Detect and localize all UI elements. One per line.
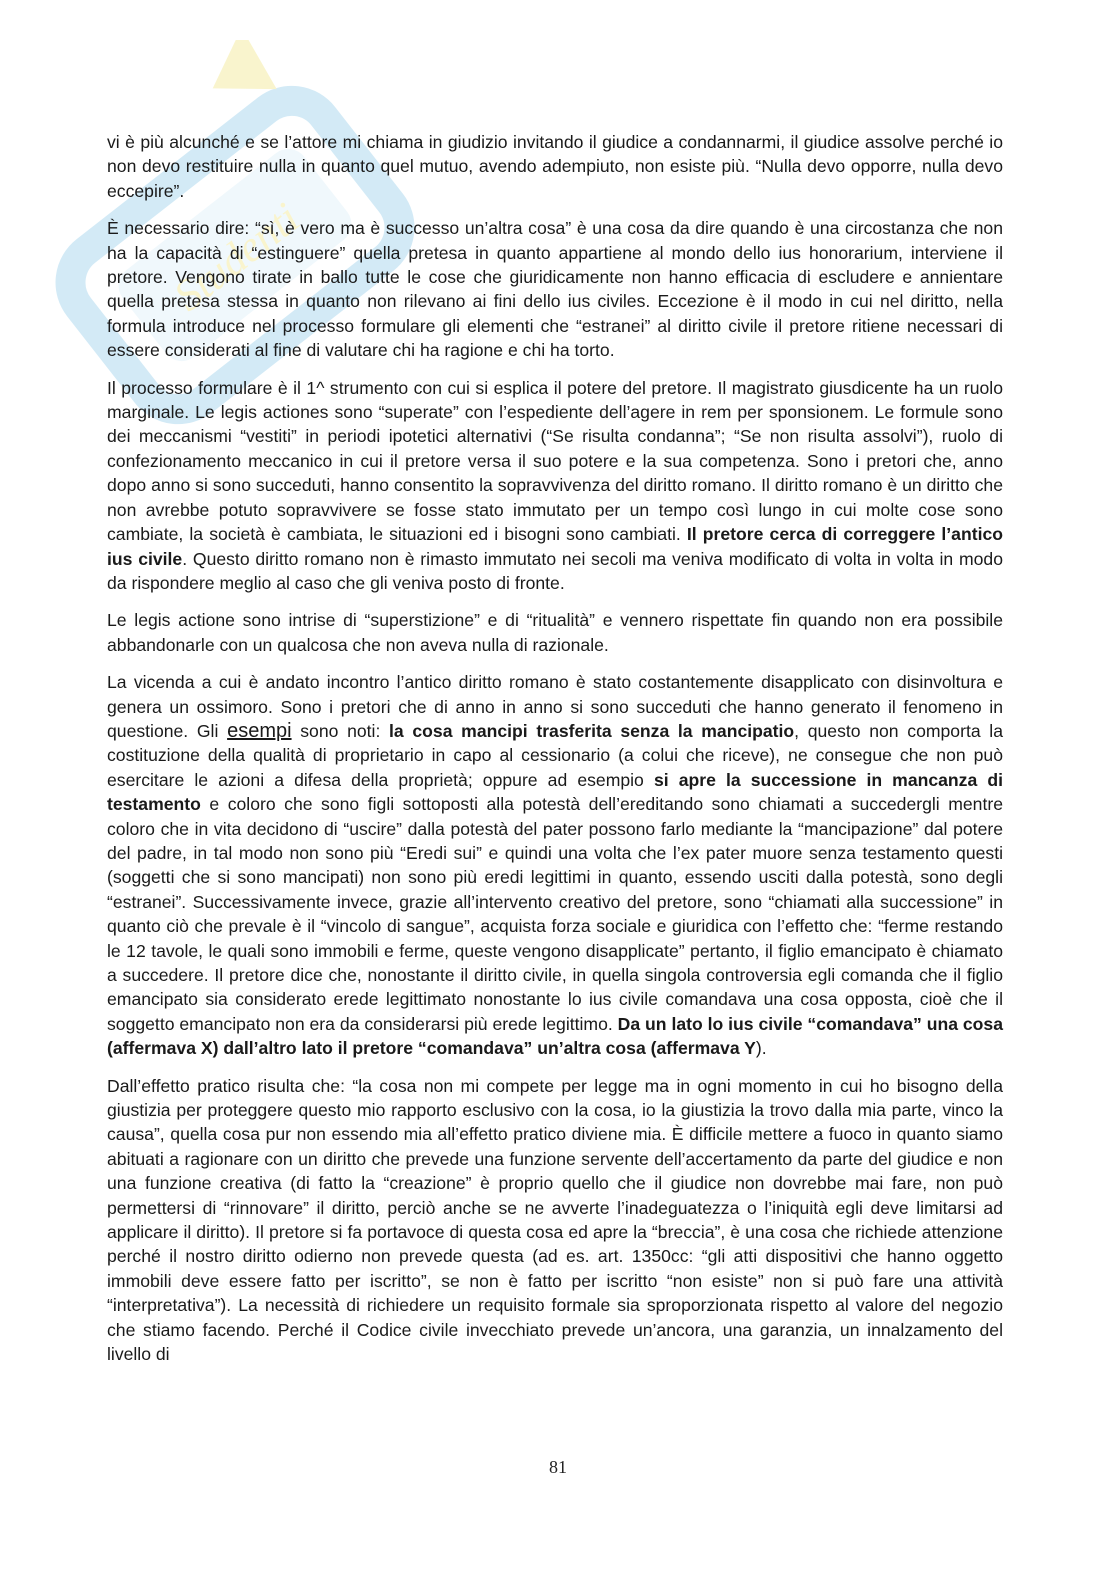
paragraph (107, 608, 1003, 657)
paragraph (107, 376, 1003, 596)
page-number: 81 (549, 1457, 567, 1477)
bold-text: Da un lato lo ius civile “comandava” una cosa (affermava X) dall’altro lato il pretore “comandava” un’altra cosa (affermava Y (107, 1013, 1003, 1059)
bold-text: si apre la successione in mancanza di testamento (107, 769, 1003, 815)
text-run: È necessario dire: “sì, è vero ma è successo un’altra cosa” è una cosa da dire quando è una circostanza che non ha la capacità di “estinguere” quella pretesa in quanto appartiene al mondo dello ius honorarium, interviene il pretore. Vengono tirate in ballo tutte le cose che giuridicamente non hanno efficacia di escludere e annientare quella pretesa stessa in quanto non rilevano ai fini dello ius civiles. Eccezione è il modo in cui nel diritto, nella formula introduce nel processo formulare gli elementi che “estranei” al diritto civile il pretore ritiene necessari di essere considerati al fine di valutare chi ha ragione e chi ha torto. (107, 218, 1003, 361)
bold-text: la cosa mancipi trasferita senza la mancipatio (389, 720, 795, 741)
text-run: sono noti: (291, 720, 390, 741)
watermark-text: Studenti (164, 193, 309, 321)
paragraph (107, 1074, 1003, 1367)
text-run: Il processo formulare è il 1^ strumento con cui si esplica il potere del pretore. Il magistrato giusdicente ha un ruolo marginale. Le legis actiones sono “superate” con l’espediente dell’agere in rem per sponsionem. Le formule sono dei meccanismi “vestiti” in periodi ipotetici alternativi (“Se risulta condanna”; “Se non risulta assolvi”), ruolo di confezionamento meccanico in cui il pretore versa il suo potere e la sua competenza. Sono i pretori che, anno dopo anno si sono succeduti, hanno consentito la sopravvivenza del diritto romano. Il diritto romano è un diritto che non avrebbe potuto sopravvivere se fosse stato immutato per un tempo così lungo in cui molte cose sono cambiate, la società è cambiata, le situazioni ed i bisogni sono cambiati. (107, 377, 1003, 545)
text-run: e coloro che sono figli sottoposti alla potestà dell’ereditando sono chiamati a succedergli mentre coloro che in vita decidono di “uscire” dalla potestà del pater possono farlo mediante la “mancipazione” dal potere del padre, in tal modo non sono più “Eredi sui” e quindi una volta che l’ex pater muore senza testamento questi (soggetti che si sono mancipati) non sono più eredi legittimi in quanto, essendo usciti dalla potestà, sono degli “estranei”. Successivamente invece, grazie all’intervento creativo del pretore, sono “chiamati alla successione” in quanto ciò che prevale è il “vincolo di sangue”, acquista forza sociale e giuridica con l’effetto che: “ferme restando le 12 tavole, le quali sono immobili e ferme, queste vengono disapplicate” pertanto, il figlio emancipato è chiamato a succedere. Il pretore dice che, nonostante il diritto civile, in quella singola controversia egli comanda che il figlio emancipato sia considerato erede legittimato nonostante lo ius civile comandava una cosa opposta, cioè che il soggetto emancipato non era da considerarsi più erede legittimo. (107, 794, 1003, 1034)
text-run: La vicenda a cui è andato incontro l’antico diritto romano è stato costantemente disapplicato con disinvoltura e genera un ossimoro. Sono i pretori che di anno in anno si sono succeduti che hanno generato il fenomeno in questione. Gli (107, 672, 1003, 741)
paragraph (107, 216, 1003, 362)
text-run: . Questo diritto romano non è rimasto immutato nei secoli ma veniva modificato di volta in volta in modo da rispondere meglio al caso che gli veniva posto di fronte. (107, 548, 1003, 593)
text-run: Dall’effetto pratico risulta che: “la cosa non mi compete per legge ma in ogni momento in cui ho bisogno della giustizia per proteggere questo mio rapporto esclusivo con la cosa, io la giustizia la trovo dalla mia parte, vinco la causa”, quella cosa pur non essendo mia all’effetto pratico diviene mia. È difficile mettere a fuoco in quanto siamo abituati a ragionare con un diritto che prevede una funzione servente dell’accertamento da parte del giudice e non una funzione creativa (di fatto la “creazione” è proprio quello che il giudice non dovrebbe mai fare, non può permettersi di “rinnovare” il diritto, perciò anche se ne avverte l’inadeguatezza o l’iniquità egli deve limitarsi ad applicare il diritto). Il pretore si fa portavoce di questa cosa ed apre la “breccia”, è una cosa che richiede attenzione perché il nostro diritto odierno non prevede questa (ad es. art. 1350cc: “gli atti dispositivi che hanno oggetto immobili deve essere fatto per iscritto”, se non è fatto per iscritto “non esiste” non si può fare una attività “interpretativa”). La necessità di richiedere un requisito formale sia sproporzionata rispetto al valore del negozio che stiamo facendo. Perché il Codice civile invecchiato prevede un’ancora, una garanzia, un innalzamento del livello di (107, 1075, 1003, 1365)
text-run: vi è più alcunché e se l’attore mi chiama in giudizio invitando il giudice a condannarmi, il giudice assolve perché io non devo restituire nulla in quanto quel mutuo, avendo adempiuto, non esiste più. “Nulla devo opporre, nulla devo eccepire”. (107, 132, 1003, 201)
bold-text: Il pretore cerca di correggere l’antico ius civile (107, 524, 1003, 569)
text-run: Le legis actione sono intrise di “superstizione” e di “ritualità” e vennero rispettate fin quando non era possibile abbandonarle con un qualcosa che non aveva nulla di razionale. (107, 610, 1003, 655)
paragraph (107, 670, 1003, 1061)
text-run: , questo non comporta la costituzione della qualità di proprietario in capo al cessionario (a colui che riceve), ne consegue che non può esercitare le azioni a difesa della proprietà; oppure ad esempio (107, 720, 1003, 790)
text-run: ). (755, 1038, 767, 1059)
paragraph (107, 130, 1003, 203)
underlined-text: esempi (227, 719, 292, 742)
document-page (107, 130, 1003, 1380)
